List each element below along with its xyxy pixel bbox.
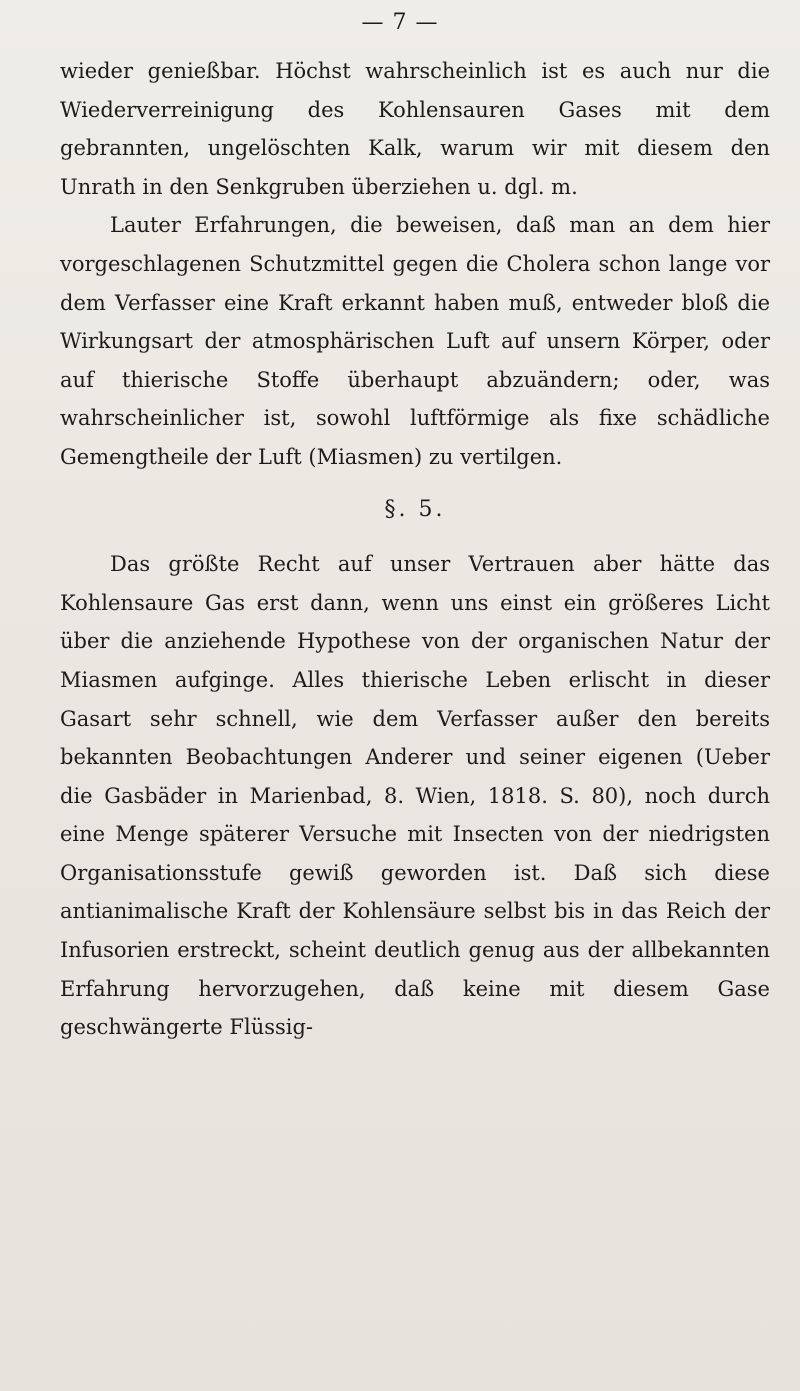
paragraph-3: Das größte Recht auf unser Vertrauen aber hätte das Kohlensaure Gas erst dann, wenn uns einst ein größeres Licht über die anziehende Hypothese von der organischen Natur der Miasmen aufginge. Alles thierische Leben erlischt in dieser Gasart sehr schnell, wie dem Verfasser außer den bereits bekannten Beobachtungen Anderer und seiner eigenen (Ueber die Gasbäder in Marienbad, 8. Wien, 1818. S. 80), noch durch eine Menge späterer Versuche mit Insecten von der niedrigsten Organisationsstufe gewiß geworden ist. Daß sich diese antianimalische Kraft der Kohlensäure selbst bis in das Reich der Infusorien erstreckt, scheint deutlich genug aus der allbekannten Erfahrung hervorzugehen, daß keine mit diesem Gase geschwängerte Flüssig-: [60, 552, 770, 1040]
paragraph-2: Lauter Erfahrungen, die beweisen, daß man an dem hier vorgeschlagenen Schutzmittel gegen die Cholera schon lange vor dem Verfasser eine Kraft erkannt haben muß, entweder bloß die Wirkungsart der atmosphärischen Luft auf unsern Körper, oder auf thierische Stoffe überhaupt abzuändern; oder, was wahrscheinlicher ist, sowohl luftförmige als fixe schädliche Gemengtheile der Luft (Miasmen) zu vertilgen.: [60, 213, 770, 469]
section-heading: §. 5.: [384, 496, 446, 522]
paragraph-1: wieder genießbar. Höchst wahrscheinlich ist es auch nur die Wiederverreinigung des Kohlensauren Gases mit dem gebrannten, ungelöschten Kalk, warum wir mit diesem den Unrath in den Senkgruben überziehen u. dgl. m.: [60, 59, 770, 199]
page-text: [60, 52, 770, 1047]
page-number: — 7 —: [361, 10, 439, 35]
